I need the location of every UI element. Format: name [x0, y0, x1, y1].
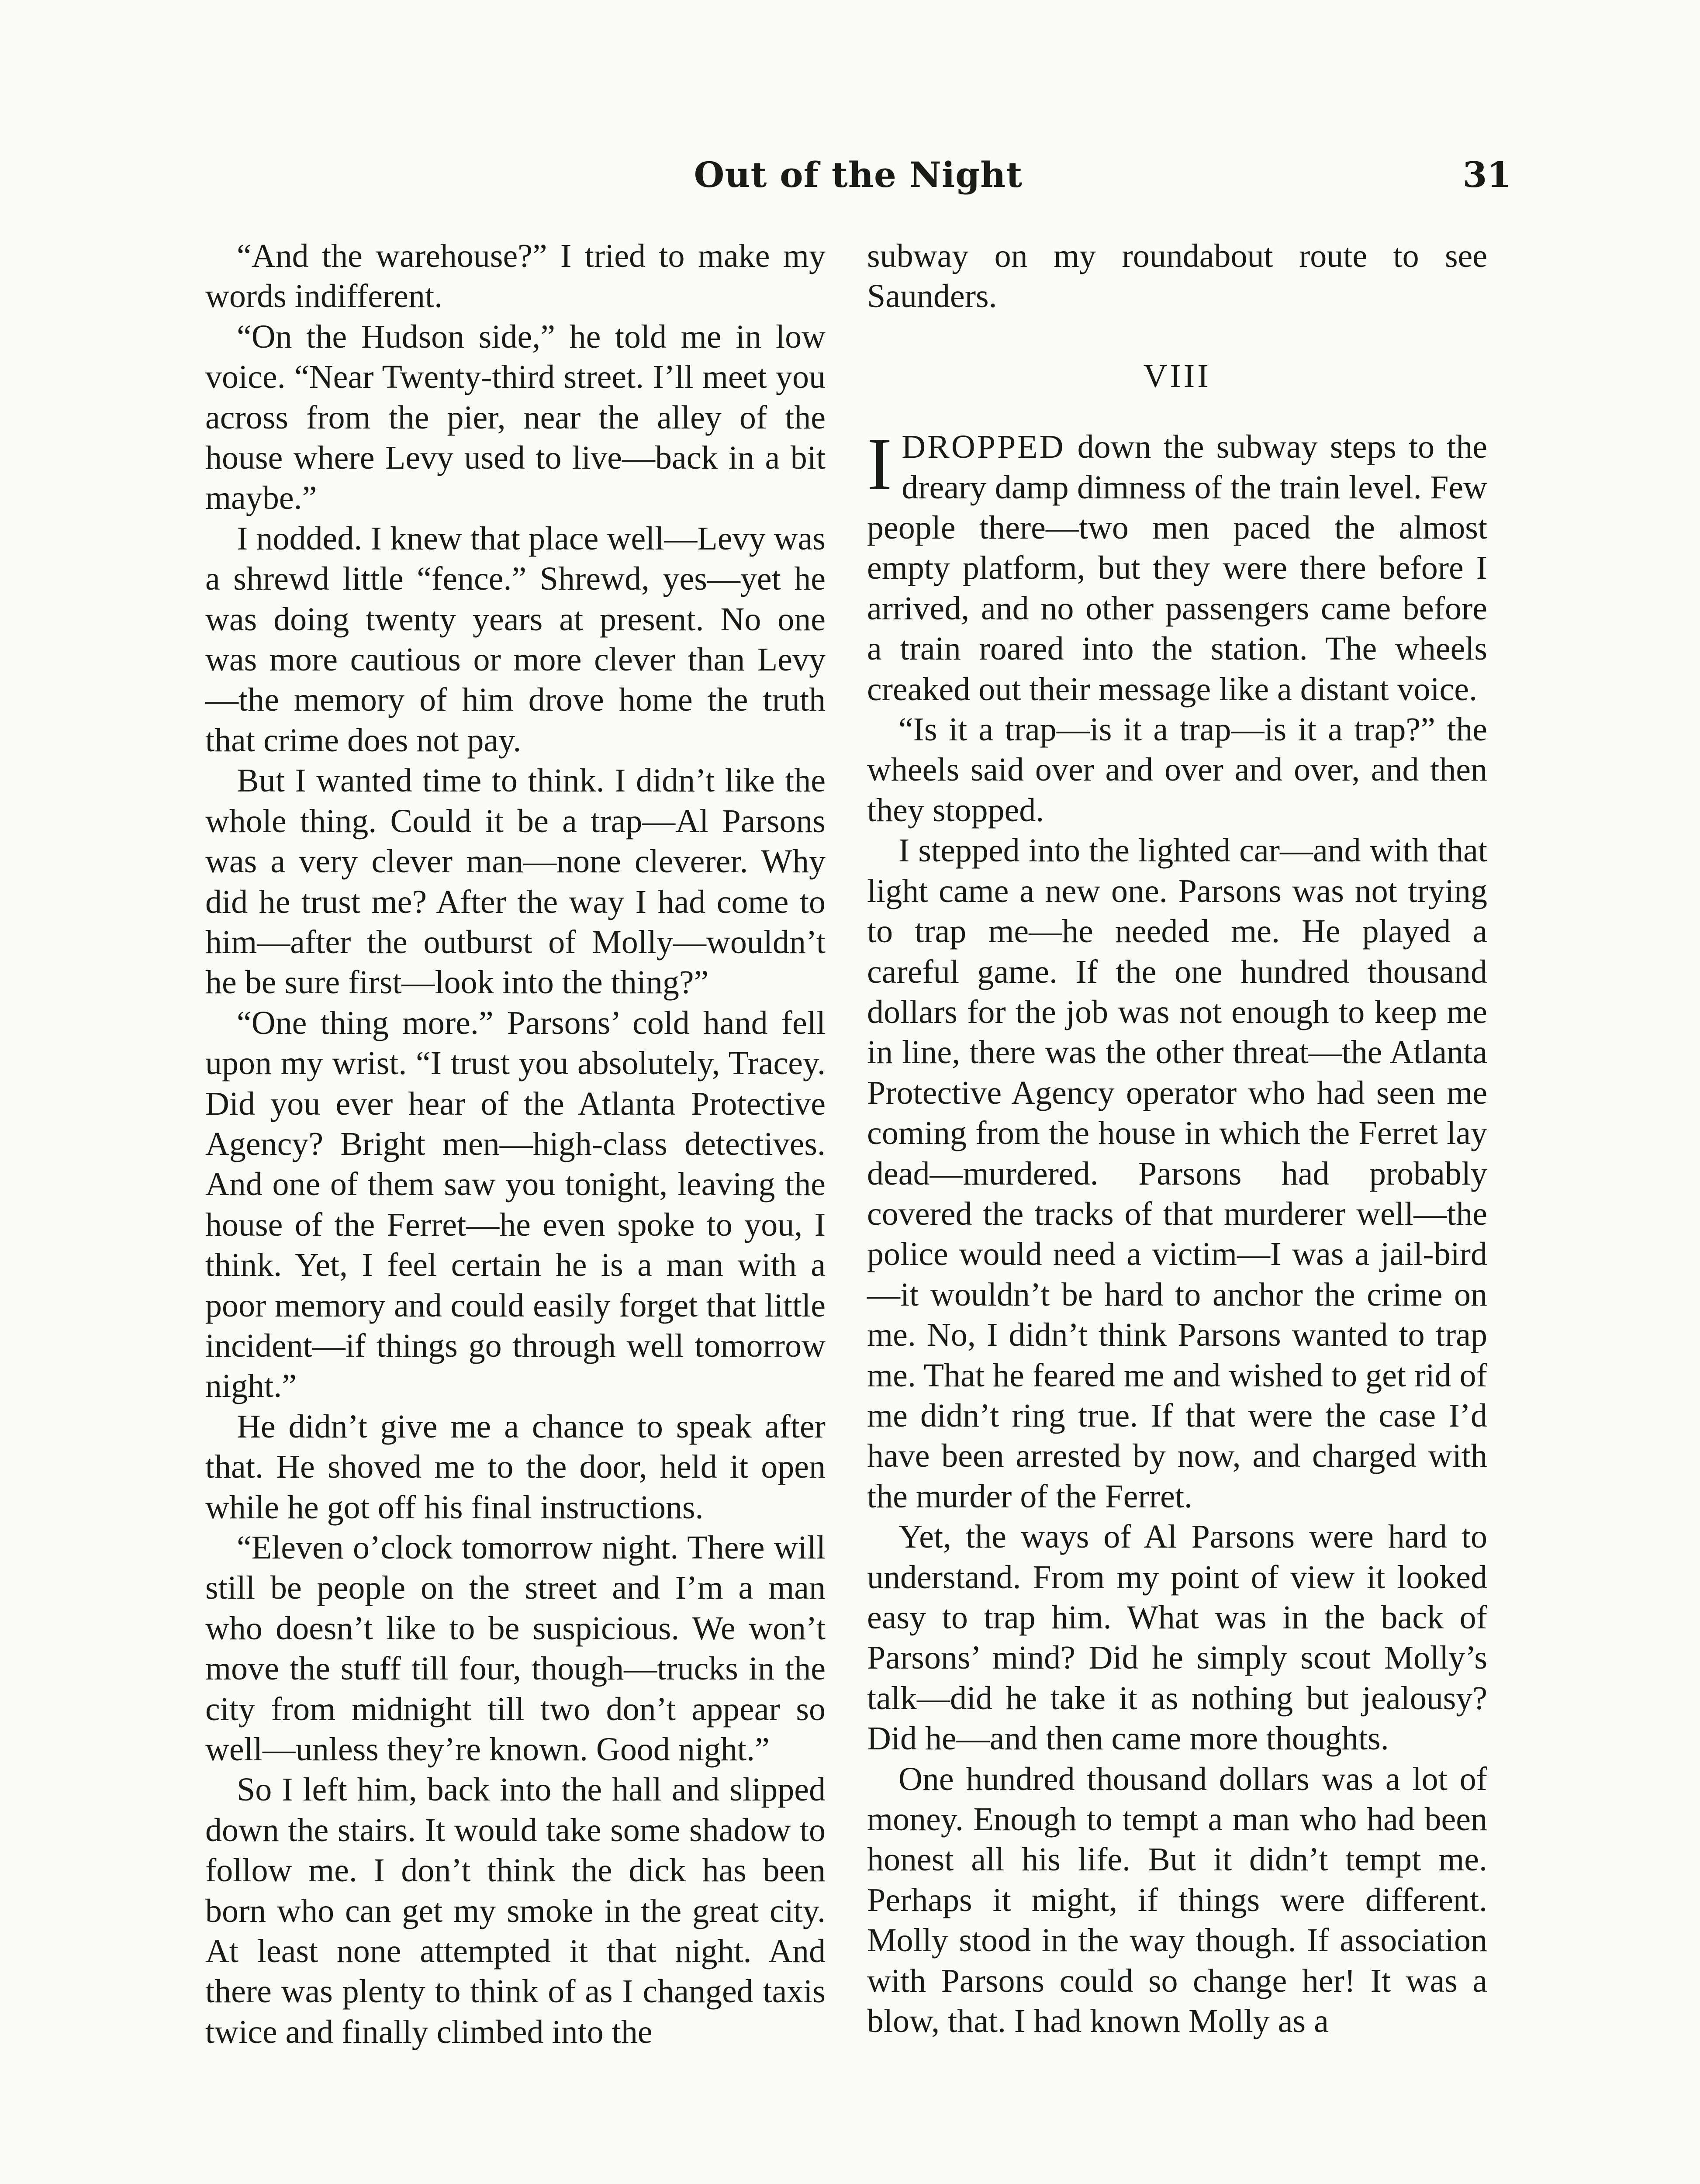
- left-column: [205, 236, 826, 2052]
- paragraph: One hundred thousand dollars was a lot of money. Enough to tempt a man who had been honest all his life. But it didn’t tempt me. Perhaps it might, if things were different. Molly stood in the way though. If association with Parsons could so change her! It was a blow, that. I had known Molly as a: [867, 1760, 1487, 2040]
- paragraph: “Is it a trap—is it a trap—is it a trap?” the wheels said over and over and over, and then they stopped.: [867, 711, 1487, 829]
- paragraph: So I left him, back into the hall and slipped down the stairs. It would take some shadow to follow me. I don’t think the dick has been born who can get my smoke in the great city. At least none attempted it that night. And there was plenty to think of as I changed taxis twice and finally climbed into the: [205, 1771, 826, 2050]
- drop-cap-word-rest: DROPPED: [902, 429, 1065, 466]
- page-number: 31: [1462, 154, 1511, 195]
- opening-paragraph-text: down the subway steps to the dreary damp dimness of the train level. Few people there—two men paced the almost empty platform, but they were there before I arrived, and no other passengers came before a train roared into the station. The wheels creaked out their message like a distant voice.: [867, 429, 1487, 708]
- paragraph: “On the Hudson side,” he told me in low voice. “Near Twenty-third street. I’ll meet you across from the pier, near the alley of the house where Levy used to live—back in a bit maybe.”: [205, 318, 826, 517]
- chapter-opening-paragraph: [867, 423, 1487, 709]
- drop-cap: I: [867, 423, 892, 506]
- chapter-heading: VIII: [1143, 357, 1211, 394]
- paragraph: “One thing more.” Parsons’ cold hand fell upon my wrist. “I trust you absolutely, Tracey. Did you ever hear of the Atlanta Protective Agency? Bright men—high-class detectives. And one of them saw you tonight, leaving the house of the Ferret—he even spoke to you, I think. Yet, I feel certain he is a man with a poor memory and could easily forget that little incident—if things go through well tomorrow night.”: [205, 1004, 826, 1405]
- paragraph: He didn’t give me a chance to speak after that. He shoved me to the door, held it open while he got off his final instructions.: [205, 1408, 826, 1526]
- continuation-paragraph: subway on my roundabout route to see Saunders.: [867, 238, 1487, 315]
- paragraph: “Eleven o’clock tomorrow night. There will still be people on the street and I’m a man who doesn’t like to be suspicious. We won’t move the stuff till four, though—trucks in the city from midnight till two don’t appear so well—unless they’re known. Good night.”: [205, 1529, 826, 1768]
- running-title: Out of the Night: [694, 154, 1023, 195]
- paragraph: I nodded. I knew that place well—Levy was a shrewd little “fence.” Shrewd, yes—yet he was doing twenty years at present. No one was more cautious or more clever than Levy—the memory of him drove home the truth that crime does not pay.: [205, 520, 826, 759]
- paragraph: Yet, the ways of Al Parsons were hard to understand. From my point of view it looked easy to trap him. What was in the back of Parsons’ mind? Did he simply scout Molly’s talk—did he take it as nothing but jealousy? Did he—and then came more thoughts.: [867, 1518, 1487, 1757]
- paragraph: “And the warehouse?” I tried to make my words indifferent.: [205, 238, 826, 315]
- paragraph: I stepped into the lighted car—and with that light came a new one. Parsons was not trying to trap me—he needed me. He played a careful game. If the one hundred thousand dollars for the job was not enough to keep me in line, there was the other threat—the Atlanta Protective Agency operator who had seen me coming from the house in which the Ferret lay dead—murdered. Parsons had probably covered the tracks of that murderer well—the police would need a victim—I was a jail-bird—it wouldn’t be hard to anchor the crime on me. No, I didn’t think Parsons wanted to trap me. That he feared me and wished to get rid of me didn’t ring true. If that were the case I’d have been arrested by now, and charged with the murder of the Ferret.: [867, 832, 1487, 1515]
- paragraph: But I wanted time to think. I didn’t like the whole thing. Could it be a trap—Al Parsons was a very clever man—none cleverer. Why did he trust me? After the way I had come to him—after the outburst of Molly—wouldn’t he be sure first—look into the thing?”: [205, 762, 826, 1001]
- right-column: [867, 236, 1487, 2041]
- running-head: [205, 144, 1511, 205]
